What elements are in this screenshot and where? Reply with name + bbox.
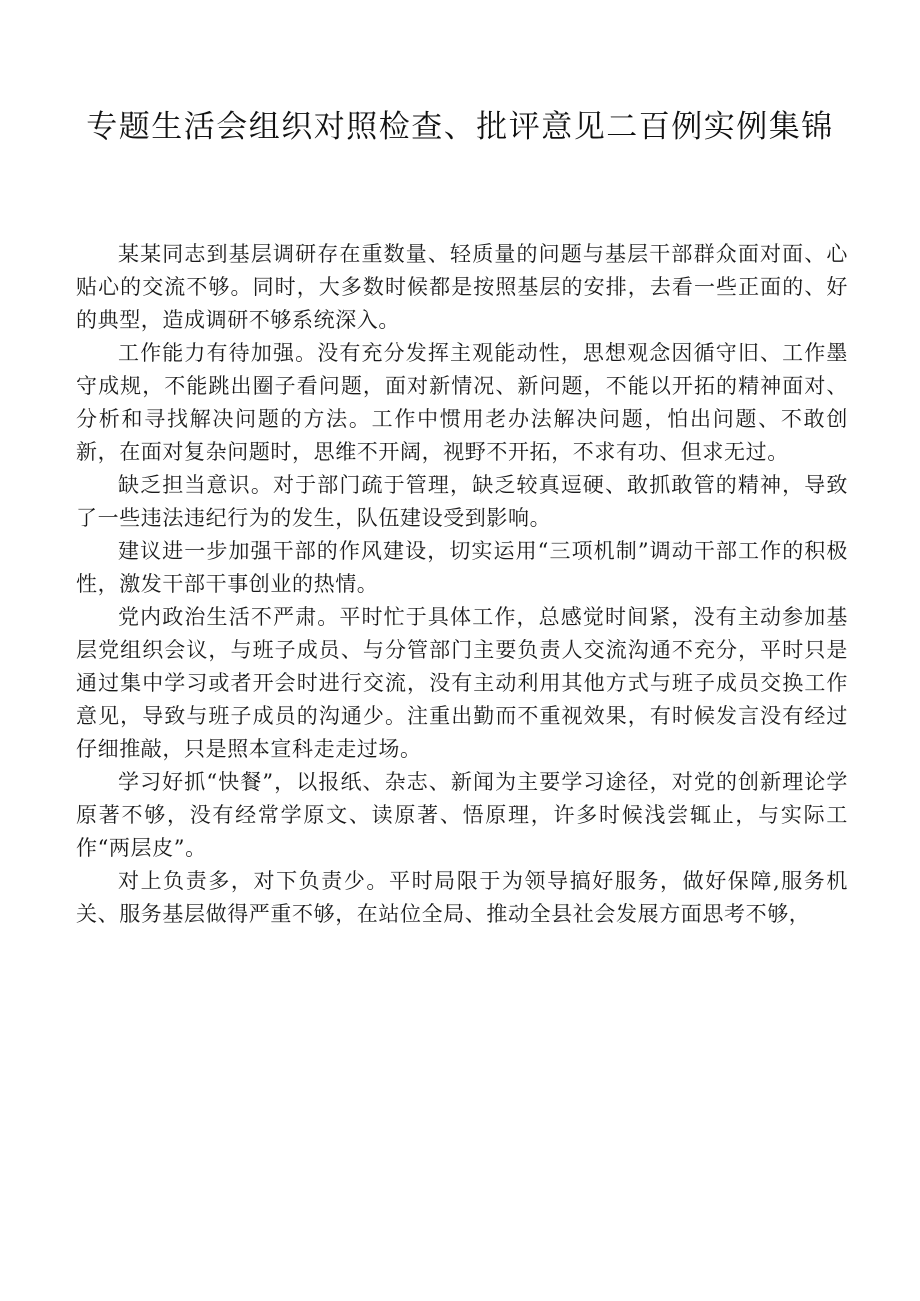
paragraph-research: 某某同志到基层调研存在重数量、轻质量的问题与基层干部群众面对面、心贴心的交流不够。同时，大多数时候都是按照基层的安排，去看一些正面的、好的典型，造成调研不够系统深入。 xyxy=(76,242,848,332)
paragraph-responsibility: 缺乏担当意识。对于部门疏于管理，缺乏较真逗硬、敢抓敢管的精神，导致了一些违法违纪行为的发生，队伍建设受到影响。 xyxy=(76,473,848,530)
document-title: 专题生活会组织对照检查、批评意见二百例实例集锦 xyxy=(86,109,834,145)
document-body xyxy=(76,238,848,931)
paragraph-work-ability: 工作能力有待加强。没有充分发挥主观能动性，思想观念因循守旧、工作墨守成规，不能跳出圈子看问题，面对新情况、新问题，不能以开拓的精神面对、分析和寻找解决问题的方法。工作中惯用老办法解决问题，怕出问题、不敢创新，在面对复杂问题时，思维不开阔，视野不开拓，不求有功、但求无过。 xyxy=(76,341,848,464)
paragraph-party-life: 党内政治生活不严肃。平时忙于具体工作，总感觉时间紧，没有主动参加基层党组织会议，与班子成员、与分管部门主要负责人交流沟通不充分，平时只是通过集中学习或者开会时进行交流，没有主动利用其他方式与班子成员交换工作意见，导致与班子成员的沟通少。注重出勤而不重视效果，有时候发言没有经过仔细推敲，只是照本宣科走走过场。 xyxy=(76,605,848,761)
paragraph-accountability: 对上负责多，对下负责少。平时局限于为领导搞好服务，做好保障,服务机关、服务基层做得严重不够，在站位全局、推动全县社会发展方面思考不够， xyxy=(76,869,848,926)
paragraph-study: 学习好抓“快餐”，以报纸、杂志、新闻为主要学习途径，对党的创新理论学原著不够，没有经常学原文、读原著、悟原理，许多时候浅尝辄止，与实际工作“两层皮”。 xyxy=(76,770,848,860)
paragraph-suggestion: 建议进一步加强干部的作风建设，切实运用“三项机制”调动干部工作的积极性，激发干部干事创业的热情。 xyxy=(76,539,848,596)
